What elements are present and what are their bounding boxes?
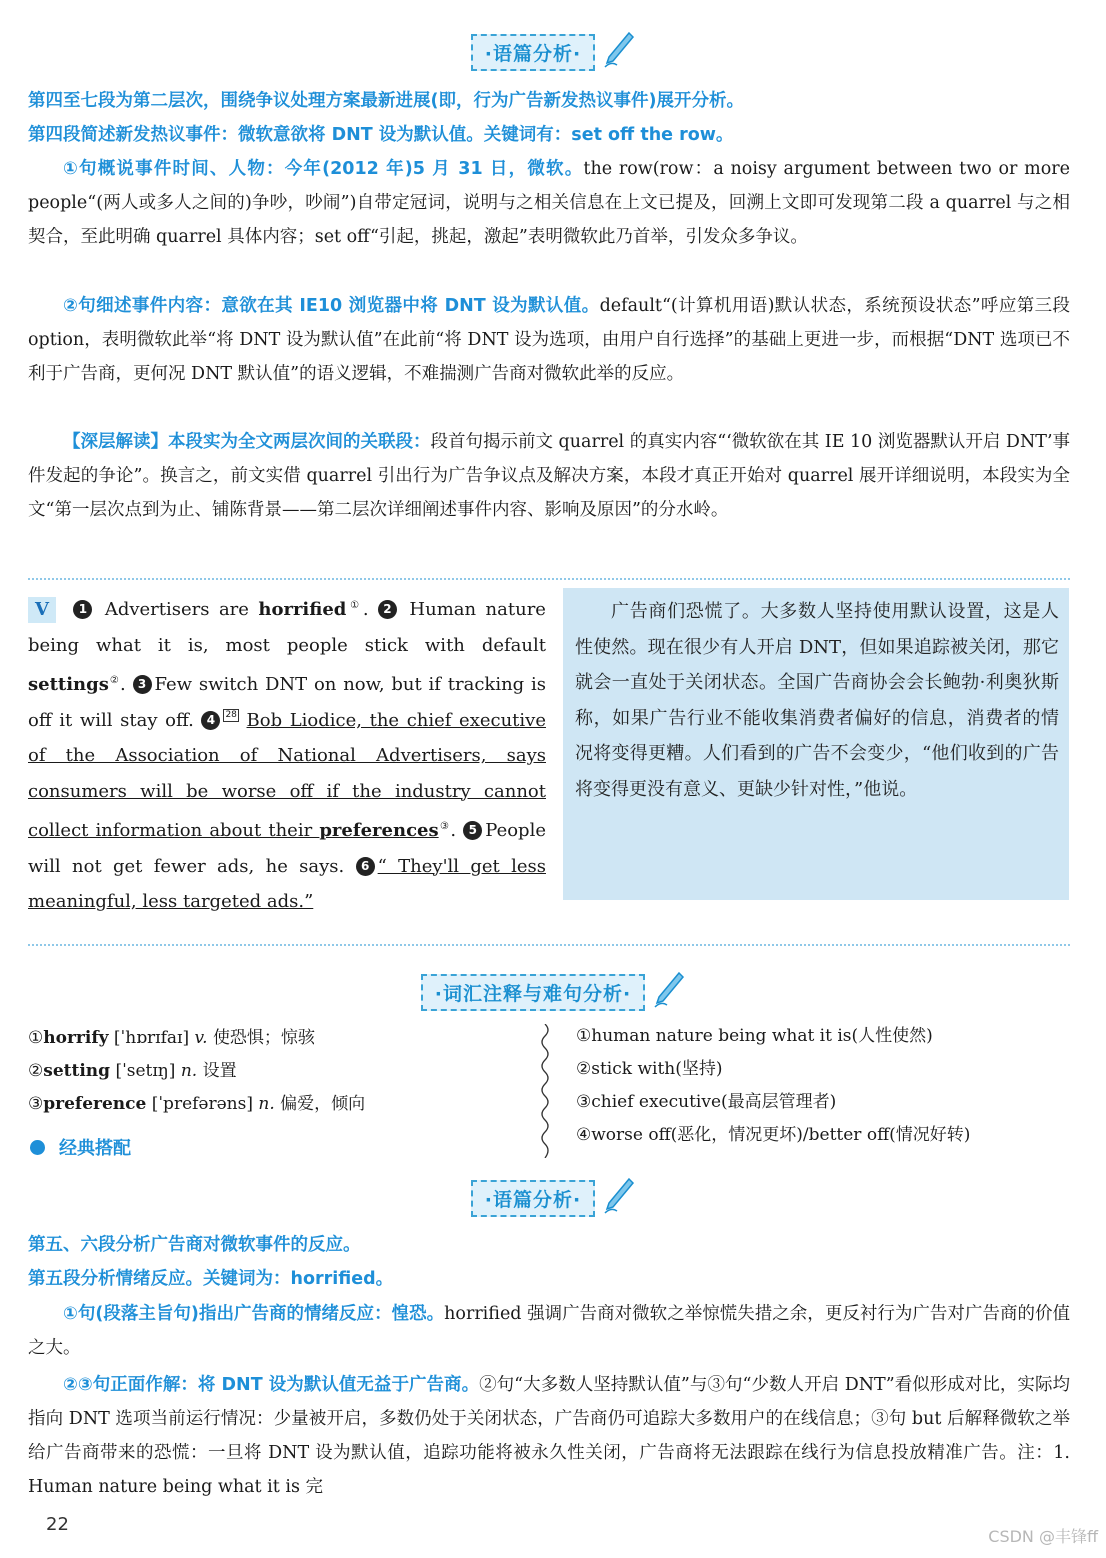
- section-title-label: ·语篇分析·: [471, 34, 595, 71]
- section1-line1: 第四至七段为第二层次，围绕争议处理方案最新进展(即，行为广告新发热议事件)展开分析。: [28, 91, 744, 111]
- section1-paragraph-1: ①句概说事件时间、人物：今年(2012 年)5 月 31 日，微软。the row(row：a noisy argument between two or more people“(两人或多人之间的)争吵，吵闹”)自带定冠词，说明与之相关信息在上文已提及，回溯上文即可发现第二段 a quarrel 与之相契合，至此明确 quarrel 具体内容；set off“引起，挑起，激起”表明微软此乃首举，引发众多争议。: [28, 159, 1070, 247]
- classic-collocation-heading: 经典搭配: [30, 1134, 131, 1160]
- sentence-number: 2: [378, 600, 397, 619]
- vocab-list: [28, 1022, 528, 1121]
- section-title-label: ·语篇分析·: [471, 1180, 595, 1217]
- phrase-list: [576, 1020, 1076, 1152]
- vocab-item: ③preference [ˈprefərəns] n. 偏爱，倾向: [28, 1094, 366, 1114]
- paragraph-label: V: [28, 597, 56, 623]
- section3-line1: 第五、六段分析广告商对微软事件的反应。: [28, 1235, 361, 1255]
- section-title-label: ·词汇注释与难句分析·: [421, 974, 645, 1011]
- watermark: CSDN @丰锋ff: [988, 1527, 1098, 1546]
- vocab-item: ②setting [ˈsetɪŋ] n. 设置: [28, 1061, 237, 1081]
- section3-line2: 第五段分析情绪反应。关键词为：horrified。: [28, 1269, 394, 1289]
- phrase-item: ②stick with(坚持): [576, 1059, 723, 1079]
- note-marker: 28: [225, 709, 237, 720]
- divider-top: [28, 578, 1070, 580]
- sentence-number: 1: [73, 600, 92, 619]
- pen-icon: [651, 971, 685, 1013]
- section3-paragraph-2: ②③句正面作解：将 DNT 设为默认值无益于广告商。②句“大多数人坚持默认值”与③句“少数人开启 DNT”看似形成对比，实际均指向 DNT 选项当前运行情况：少量被开启，多数仍处于关闭状态，广告商仍可追踪大多数用户的在线信息；③句 but 后解释微软之举给广告商带来的恐慌：一旦将 DNT 设为默认值，追踪功能将被永久性关闭，广告商将无法跟踪在线行为信息投放精准广告。注：1. Human nature being what it is 完: [28, 1375, 1070, 1497]
- phrase-item: ①human nature being what it is(人性使然): [576, 1026, 933, 1046]
- pen-icon: [601, 1177, 635, 1219]
- section-title-vocab: [0, 972, 1106, 1012]
- section-title-analysis-1: [0, 32, 1106, 72]
- sentence-number: 5: [463, 821, 482, 840]
- bullet-icon: [30, 1140, 45, 1155]
- sentence-number: 3: [133, 675, 152, 694]
- pen-icon: [601, 31, 635, 73]
- sentence-number: 6: [356, 857, 375, 876]
- phrase-item: ④worse off(恶化，情况更坏)/better off(情况好转): [576, 1125, 971, 1145]
- section1-paragraph-2: ②句细述事件内容：意欲在其 IE10 浏览器中将 DNT 设为默认值。default“(计算机用语)默认状态，系统预设状态”呼应第三段 option，表明微软此举“将 DNT 设为默认值”在此前“将 DNT 设为选项，由用户自行选择”的基础上更进一步，而根据“DNT 选项已不利于广告商，更何况 DNT 默认值”的语义逻辑，不难揣测广告商对微软此举的反应。: [28, 296, 1070, 384]
- section3-paragraph-1: ①句(段落主旨句)指出广告商的情绪反应：惶恐。horrified 强调广告商对微软之举惊慌失措之余，更反衬行为广告对广告商的价值之大。: [28, 1304, 1070, 1358]
- squiggle-divider: [538, 1024, 552, 1158]
- english-passage: V 1 Advertisers are horrified①. 2 Human nature being what it is, most people stick with default settings②. 3 Few switch DNT on now, but if tracking is off it will stay off. 4 28 Bob Liodice, the chief executive of the Association of National Advertisers, says consumers will be worse off if the industry cannot collect information about their preferences③. 5 People will not get fewer ads, he says. 6 “ They'll get less meaningful, less targeted ads.”: [28, 599, 546, 912]
- vocab-item: ①horrify [ˈhɒrɪfaɪ] v. 使恐惧；惊骇: [28, 1028, 315, 1048]
- phrase-item: ③chief executive(最高层管理者): [576, 1092, 837, 1112]
- translation-box: 广告商们恐慌了。大多数人坚持使用默认设置，这是人性使然。现在很少有人开启 DNT，但如果追踪被关闭，那它就会一直处于关闭状态。全国广告商协会会长鲍勃·利奥狄斯称，如果广告行业不能收集消费者偏好的信息，消费者的情况将变得更糟。人们看到的广告不会变少，“他们收到的广告将变得更没有意义、更缺少针对性，”他说。: [563, 588, 1069, 900]
- page-number: 22: [46, 1514, 69, 1535]
- section1-line2: 第四段简述新发热议事件：微软意欲将 DNT 设为默认值。关键词有：set off the row。: [28, 125, 734, 145]
- sentence-number: 4: [201, 711, 220, 730]
- section1-paragraph-3: 【深层解读】本段实为全文两层次间的关联段：段首句揭示前文 quarrel 的真实内容“‘微软欲在其 IE 10 浏览器默认开启 DNT’事件发起的争论”。换言之，前文实借 quarrel 引出行为广告争议点及解决方案，本段才真正开始对 quarrel 展开详细说明，本段实为全文“第一层次点到为止、铺陈背景——第二层次详细阐述事件内容、影响及原因”的分水岭。: [28, 432, 1071, 520]
- divider-bottom: [28, 944, 1070, 946]
- section-title-analysis-2: [0, 1178, 1106, 1218]
